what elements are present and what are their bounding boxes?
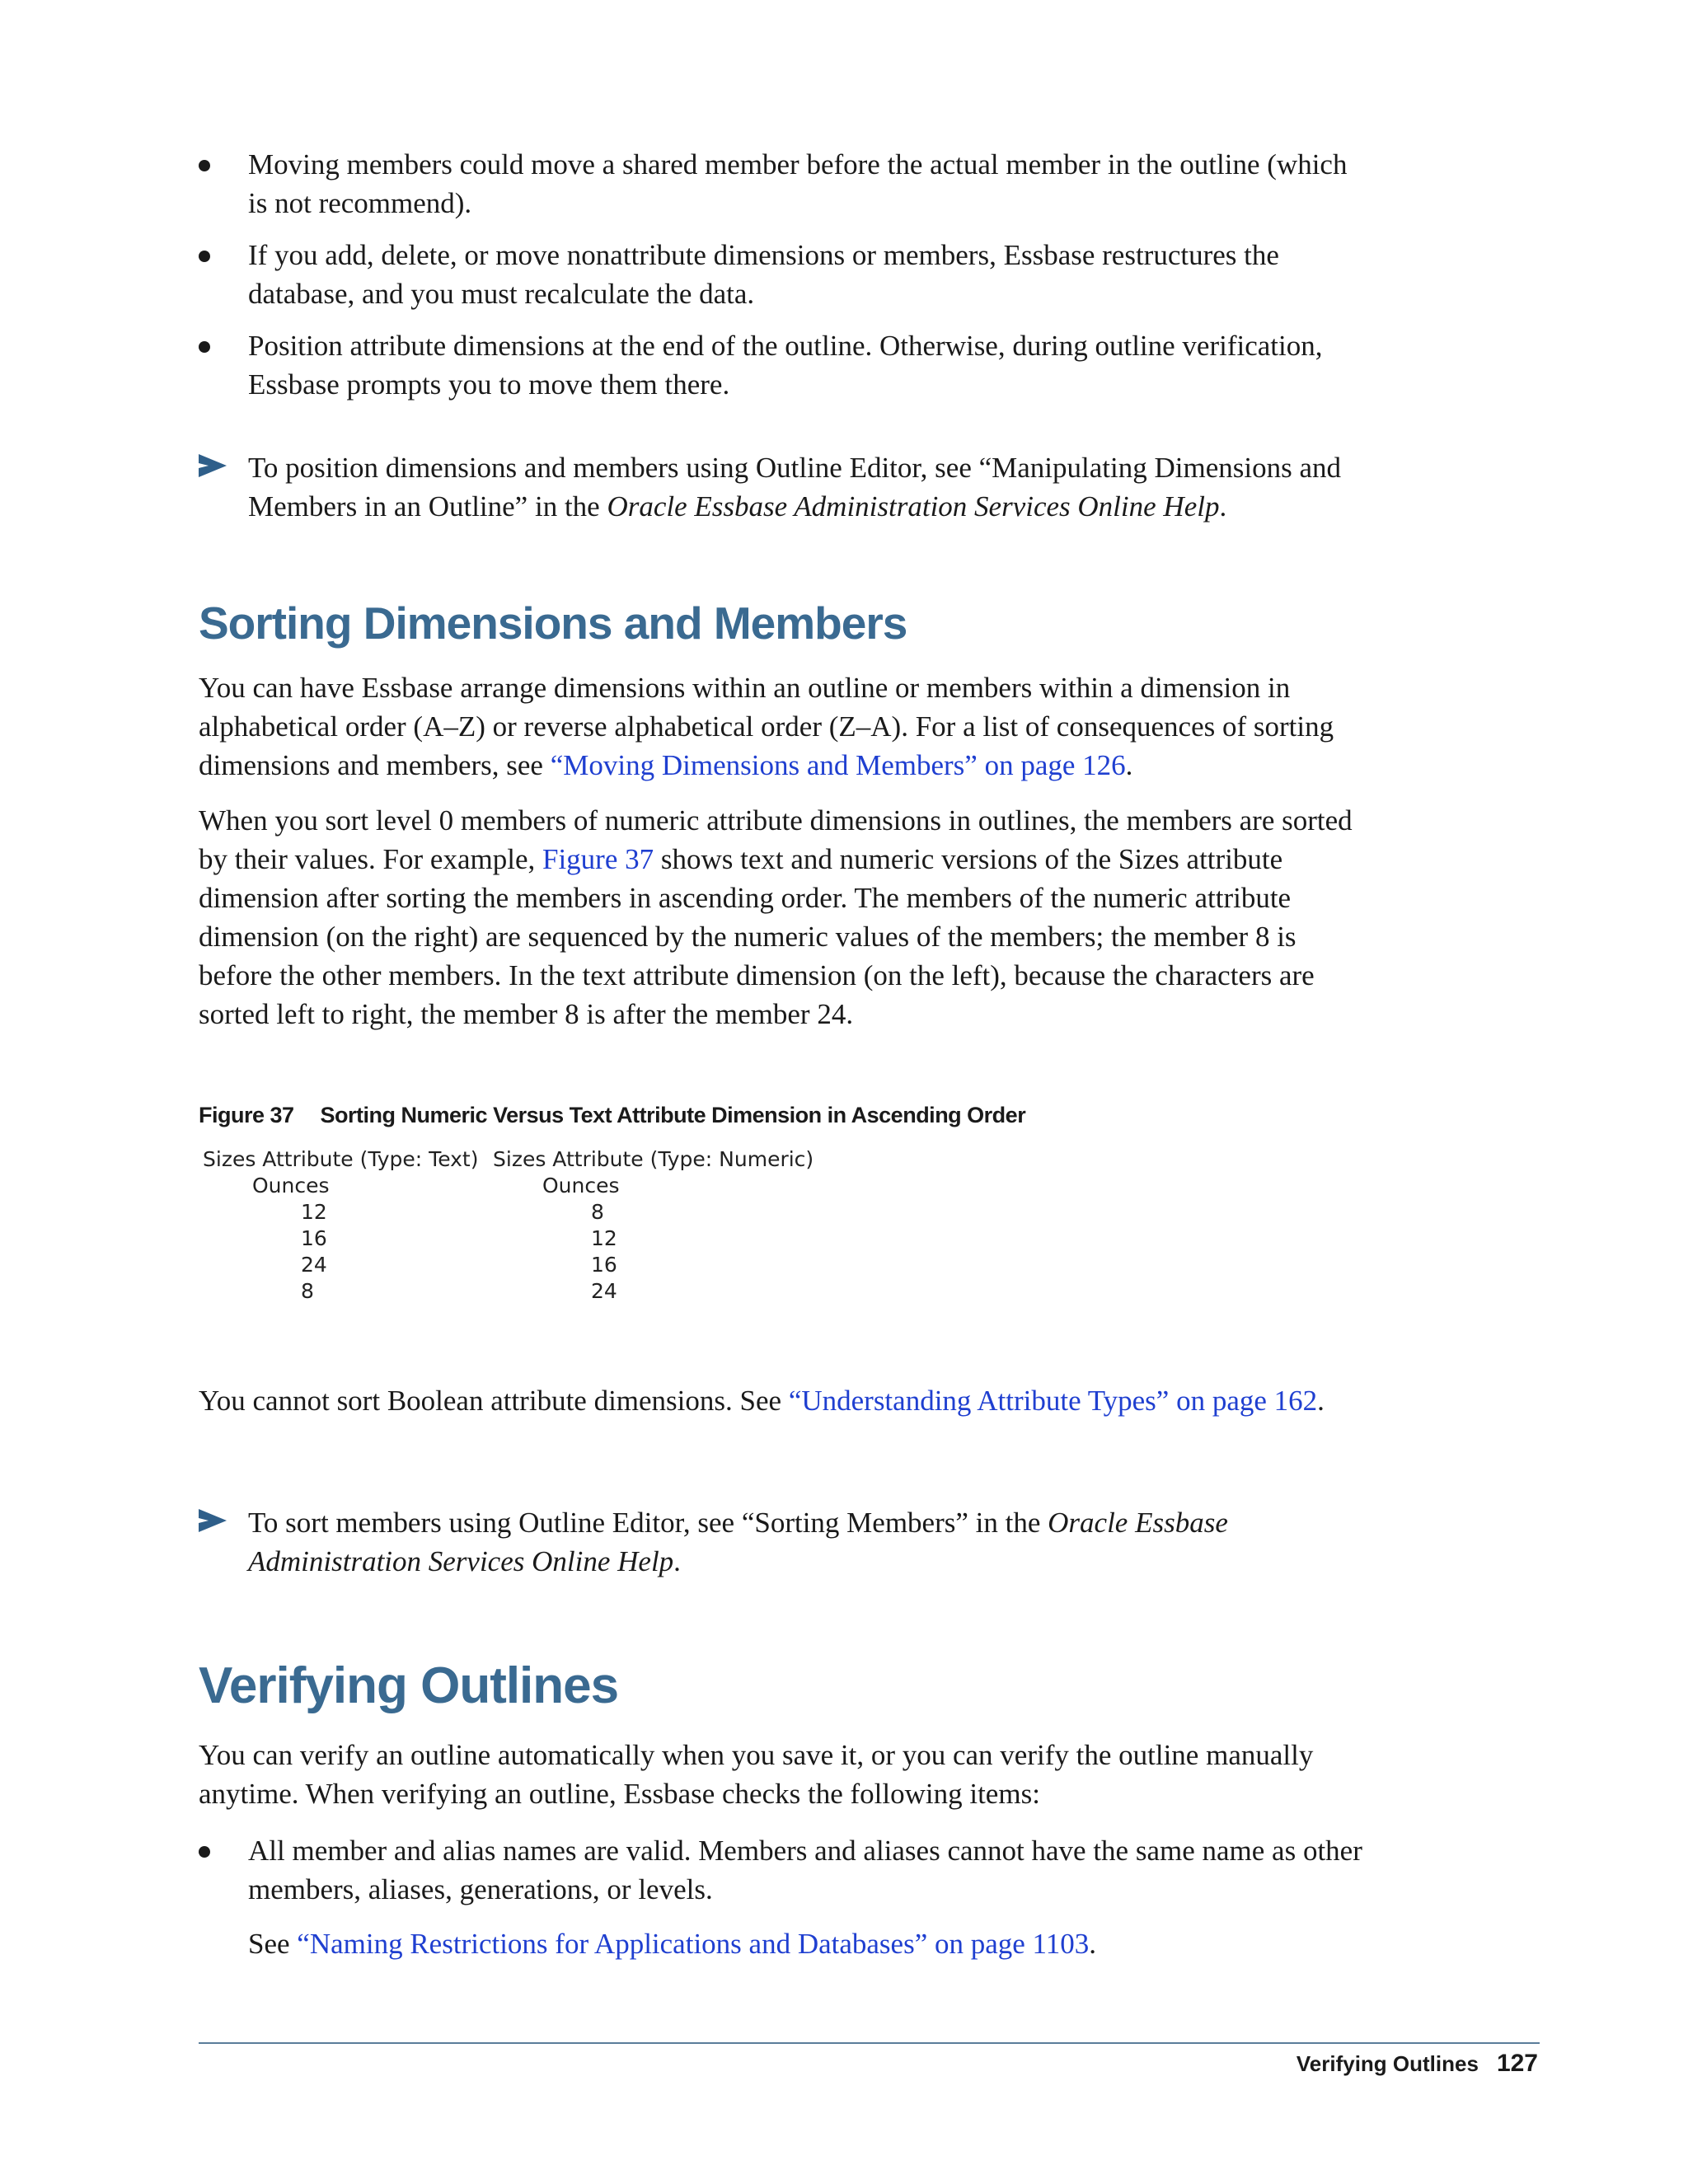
numeric-member: 24 [591, 1279, 617, 1303]
boolean-paragraph [199, 1381, 1353, 1420]
paragraph-text: See [248, 1928, 298, 1960]
text-dimension-header: Sizes Attribute (Type: Text) [203, 1147, 479, 1171]
link-figure-37[interactable]: Figure 37 [542, 843, 654, 875]
paragraph-text: You can verify an outline automatically when you save it, or you can verify the outline manually anytime. When verifying an outline, Essbase checks the following items: [199, 1739, 1314, 1810]
bullet-list-top [199, 145, 1369, 417]
figure-number: Figure 37 [199, 1103, 294, 1127]
list-item-text: Moving members could move a shared member before the actual member in the outline (which is not recommend). [248, 148, 1348, 219]
see-naming-paragraph [248, 1924, 1402, 1963]
figure-caption [199, 1101, 1025, 1129]
text-member: 24 [301, 1253, 327, 1277]
procedure-text: To position dimensions and members using Outline Editor, see “Manipulating Dimensions and Members in an Outline” in the [248, 452, 1341, 523]
link-attribute-types[interactable]: “Understanding Attribute Types” on page 162 [788, 1385, 1318, 1417]
procedure-step-sort [199, 1503, 1369, 1581]
paragraph-end: . [1089, 1928, 1097, 1960]
text-member: 16 [301, 1226, 327, 1250]
list-item [199, 236, 1369, 313]
arrow-right-icon [199, 454, 227, 477]
sorting-numeric-paragraph [199, 801, 1353, 1033]
text-member: 8 [301, 1279, 314, 1303]
paragraph-end: . [1125, 749, 1133, 781]
numeric-member: 8 [591, 1200, 604, 1224]
paragraph-text: You can have Essbase arrange dimensions within an outline or members within a dimension in alphabetical order (A–Z) or reverse alphabetical order (Z–A). For a list of consequences of sorting dimensions and members, see [199, 672, 1334, 781]
list-item-text: Position attribute dimensions at the end of the outline. Otherwise, during outline verification, Essbase prompts you to move them there. [248, 330, 1323, 401]
help-title: Oracle Essbase Administration Services Online Help [607, 490, 1220, 523]
help-title: Oracle Essbase Administration Services Online Help [248, 1507, 1228, 1577]
bullet-icon [199, 251, 210, 262]
procedure-step-position [199, 448, 1369, 526]
text-member: 12 [301, 1200, 327, 1224]
footer-rule [199, 2042, 1540, 2044]
bullet-list-verify [199, 1831, 1369, 1922]
paragraph-end: . [1317, 1385, 1325, 1417]
bullet-icon [199, 1846, 210, 1858]
arrow-right-icon [199, 1509, 227, 1532]
page-number: 127 [1496, 2050, 1538, 2077]
list-item-text: If you add, delete, or move nonattribute dimensions or members, Essbase restructures the database, and you must recalculate the data. [248, 239, 1279, 310]
numeric-dimension-parent: Ounces [542, 1174, 620, 1197]
list-item [199, 145, 1369, 223]
text-dimension-parent: Ounces [252, 1174, 330, 1197]
verify-intro-paragraph [199, 1736, 1353, 1813]
numeric-member: 12 [591, 1226, 617, 1250]
bullet-icon [199, 341, 210, 353]
section-heading-verifying: Verifying Outlines [199, 1657, 619, 1714]
paragraph-text: When you sort level 0 members of numeric attribute dimensions in outlines, the members are sorted by their values. For example, [199, 804, 1353, 875]
procedure-end: . [1219, 490, 1227, 523]
bullet-icon [199, 160, 210, 171]
list-item [199, 326, 1369, 404]
paragraph-text: You cannot sort Boolean attribute dimensions. See [199, 1385, 789, 1417]
paragraph-text-rest: shows text and numeric versions of the Sizes attribute dimension after sorting the members in ascending order. The members of the numeric attribute dimension (on the right) are sequenced by the numeric values of the members; the member 8 is before the other members. In the text attribute dimension (on the left), because the characters are sorted left to right, the member 8 is after the member 24. [199, 843, 1315, 1030]
numeric-dimension-header: Sizes Attribute (Type: Numeric) [493, 1147, 814, 1171]
link-naming-restrictions[interactable]: “Naming Restrictions for Applications and Databases” on page 1103 [297, 1928, 1090, 1960]
figure-outline-screenshot [200, 1147, 814, 1320]
section-heading-sorting: Sorting Dimensions and Members [199, 598, 907, 649]
procedure-text: To sort members using Outline Editor, see “Sorting Members” in the [248, 1507, 1048, 1539]
list-item [199, 1831, 1369, 1909]
sorting-intro-paragraph [199, 668, 1353, 785]
numeric-member: 16 [591, 1253, 617, 1277]
link-moving-dimensions[interactable]: “Moving Dimensions and Members” on page 126 [550, 749, 1126, 781]
footer-section-title: Verifying Outlines [1296, 2051, 1479, 2076]
list-item-text: All member and alias names are valid. Members and aliases cannot have the same name as other members, aliases, generations, or levels. [248, 1835, 1362, 1905]
procedure-end: . [673, 1545, 681, 1577]
figure-title: Sorting Numeric Versus Text Attribute Dimension in Ascending Order [320, 1103, 1026, 1127]
page-footer [1296, 2050, 1538, 2078]
